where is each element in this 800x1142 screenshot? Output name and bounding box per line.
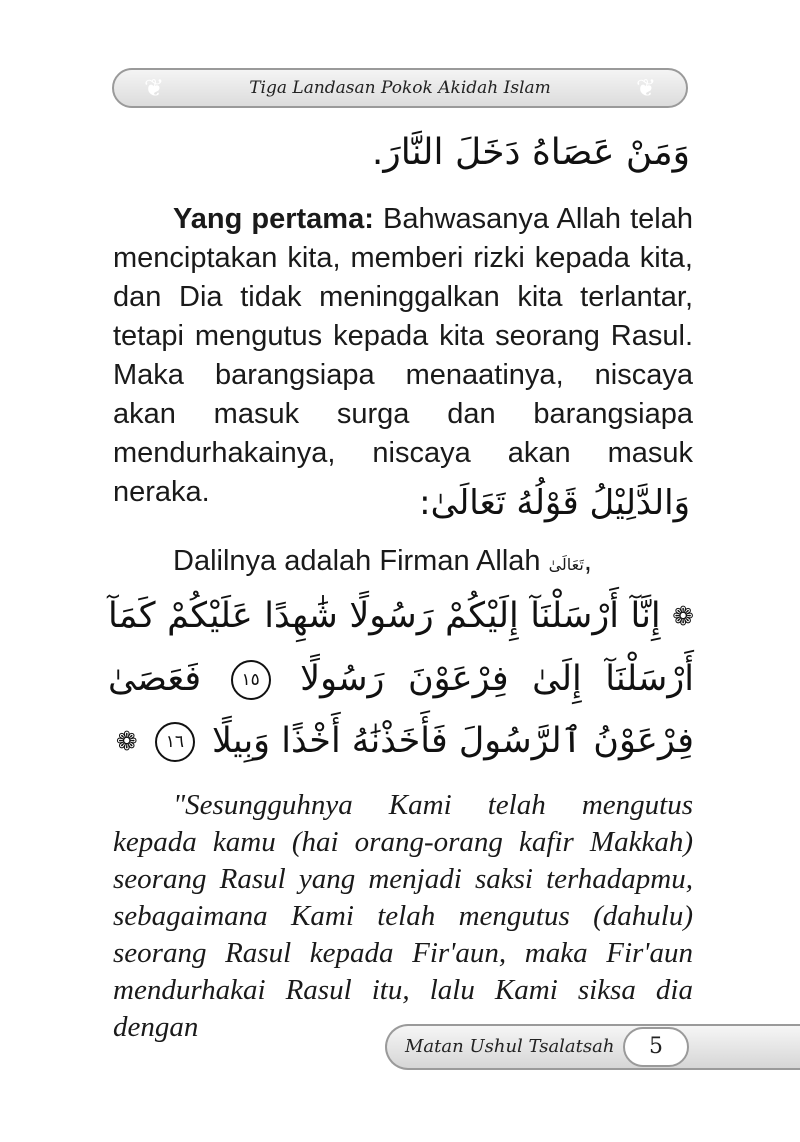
verse-end-flower-icon: ❁ xyxy=(115,727,138,757)
page-number: 5 xyxy=(623,1027,689,1067)
footer-title: Matan Ushul Tsalatsah xyxy=(405,1036,615,1057)
header-ornament-right-icon: ❦ xyxy=(635,74,657,102)
arabic-line-1: وَمَنْ عَصَاهُ دَخَلَ النَّارَ. xyxy=(371,132,690,173)
paragraph-2-trail: , xyxy=(583,545,592,577)
running-header xyxy=(112,68,688,108)
quran-verse xyxy=(108,585,694,773)
paragraph-2-text: Dalilnya adalah Firman Allah xyxy=(173,545,549,577)
ayah-number-16: ١٦ xyxy=(155,722,195,762)
verse-part-2: فَعَصَىٰ فِرْعَوْنُ ٱلرَّسُولَ فَأَخَذْنَٰهُ أَخْذًا وَبِيلًا xyxy=(108,659,694,761)
verse-start-flower-icon: ❁ xyxy=(672,602,694,632)
arabic-line-2: وَالدَّلِيْلُ قَوْلُهُ تَعَالَىٰ: xyxy=(419,483,690,523)
paragraph-1-lead: Yang pertama: xyxy=(173,203,374,235)
running-footer xyxy=(385,1024,800,1074)
paragraph-1-text: Bahwasanya Allah telah menciptakan kita, memberi rizki kepada kita, dan Dia tidak meninggalkan kita terlantar, tetapi mengutus kepada kita seorang Rasul. Maka barangsiapa menaatinya, niscaya akan masuk surga dan barangsiapa mendurhakainya, niscaya akan masuk neraka. xyxy=(113,203,694,508)
honorific-arabic: تَعَالَىٰ xyxy=(548,555,584,574)
paragraph-1 xyxy=(113,200,693,512)
header-title: Tiga Landasan Pokok Akidah Islam xyxy=(249,78,551,98)
verse-part-1: إِنَّآ أَرْسَلْنَآ إِلَيْكُمْ رَسُولًا شَٰهِدًا عَلَيْكُمْ كَمَآ أَرْسَلْنَآ إِلَىٰ فِرْعَوْنَ رَسُولًا xyxy=(108,596,694,699)
ayah-number-15: ١٥ xyxy=(231,660,271,700)
translation-paragraph: "Sesungguhnya Kami telah mengutus kepada kamu (hai orang-orang kafir Makkah) seorang Rasul yang menjadi saksi terhadapmu, sebagaimana Kami telah mengutus (dahulu) seorang Rasul kepada Fir'aun, maka Fir'aun mendurhakai Rasul itu, lalu Kami siksa dia dengan xyxy=(113,789,693,1043)
paragraph-2 xyxy=(113,542,693,584)
header-ornament-left-icon: ❦ xyxy=(143,74,165,102)
